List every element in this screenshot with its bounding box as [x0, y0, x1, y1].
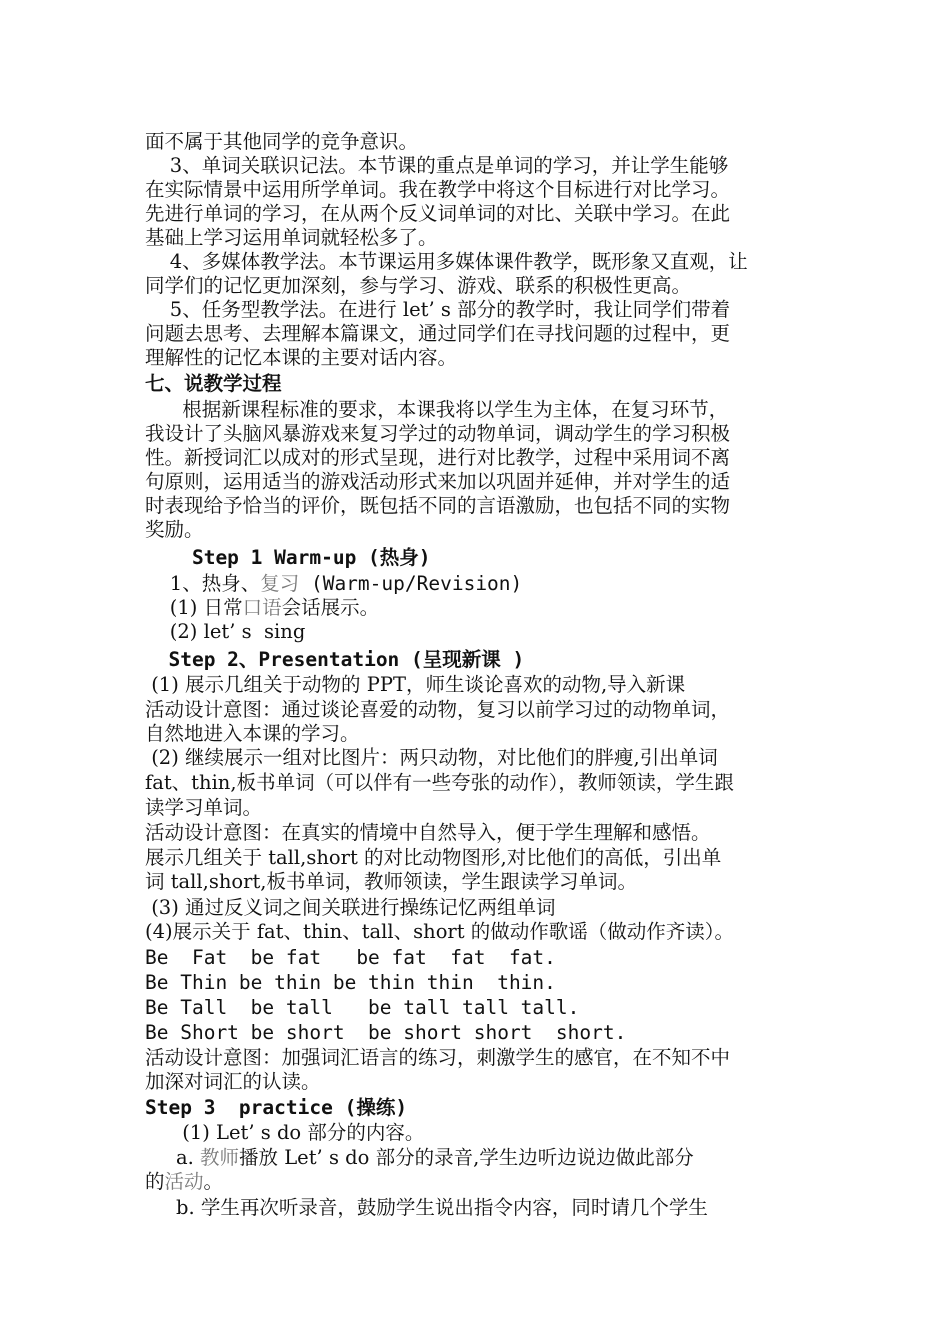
text-line: 词 tall,short,板书单词，教师领读，学生跟读学习单词。 [145, 870, 637, 893]
text-line: 基础上学习运用单词就轻松多了。 [145, 226, 438, 249]
text-line: 自然地进入本课的学习。 [145, 722, 360, 745]
step-heading: Step 2、Presentation (呈现新课 ) [145, 648, 525, 671]
text-line: (2) let’ s sing [145, 620, 306, 643]
text-line: fat、thin,板书单词（可以伴有一些夸张的动作），教师领读，学生跟 [145, 771, 734, 794]
text-line: 问题去思考、去理解本篇课文，通过同学们在寻找问题的过程中，更 [145, 322, 731, 345]
text-line: 加深对词汇的认读。 [145, 1070, 321, 1093]
chant-line: Be Thin be thin be thin thin thin. [145, 971, 556, 994]
text-line: 3、单词关联识记法。本节课的重点是单词的学习，并让学生能够 [145, 154, 729, 177]
step-heading: Step 3 practice (操练) [145, 1096, 408, 1119]
text-line: 展示几组关于 tall,short 的对比动物图形,对比他们的高低，引出单 [145, 846, 722, 869]
text-line: 活动设计意图：加强词汇语言的练习，刺激学生的感官，在不知不中 [145, 1046, 731, 1069]
step-heading: Step 1 Warm-up (热身) [145, 546, 431, 569]
text-line: (1) Let’ s do 部分的内容。 [145, 1121, 425, 1144]
chant-line: Be Fat be fat be fat fat fat. [145, 946, 556, 969]
text-line: (2) 继续展示一组对比图片：两只动物，对比他们的胖瘦,引出单词 [145, 746, 718, 769]
text-line: 时表现给予恰当的评价，既包括不同的言语激励，也包括不同的实物 [145, 494, 731, 517]
text-line: 的活动。 [145, 1170, 224, 1193]
text-line: (3) 通过反义词之间关联进行操练记忆两组单词 [145, 896, 556, 919]
text-line: 4、多媒体教学法。本节课运用多媒体课件教学，既形象又直观，让 [145, 250, 748, 273]
text-line: 读学习单词。 [145, 796, 263, 819]
text-line: b. 学生再次听录音，鼓励学生说出指令内容，同时请几个学生 [145, 1196, 708, 1219]
text-line: 1、热身、复习 (Warm-up/Revision) [145, 572, 523, 595]
text-line: (1) 日常口语会话展示。 [145, 596, 380, 619]
text-line: 根据新课程标准的要求，本课我将以学生为主体，在复习环节， [145, 398, 729, 421]
text-line: 同学们的记忆更加深刻，参与学习、游戏、联系的积极性更高。 [145, 274, 692, 297]
text-line: a. 教师播放 Let’ s do 部分的录音,学生边听边说边做此部分 [145, 1146, 694, 1169]
section-heading: 七、说教学过程 [145, 372, 282, 395]
text-line: (4)展示关于 fat、thin、tall、short 的做动作歌谣（做动作齐读）。 [145, 920, 735, 943]
text-line: 活动设计意图：在真实的情境中自然导入，便于学生理解和感悟。 [145, 821, 711, 844]
text-line: (1) 展示几组关于动物的 PPT，师生谈论喜欢的动物,导入新课 [145, 673, 686, 696]
text-line: 5、任务型教学法。在进行 let’ s 部分的教学时，我让同学们带着 [145, 298, 731, 321]
text-line: 理解性的记忆本课的主要对话内容。 [145, 346, 458, 369]
text-line: 奖励。 [145, 518, 204, 541]
text-line: 活动设计意图：通过谈论喜爱的动物，复习以前学习过的动物单词， [145, 698, 731, 721]
text-line: 先进行单词的学习，在从两个反义词单词的对比、关联中学习。在此 [145, 202, 731, 225]
text-line: 性。新授词汇以成对的形式呈现，进行对比教学，过程中采用词不离 [145, 446, 731, 469]
chant-line: Be Short be short be short short short. [145, 1021, 627, 1044]
chant-line: Be Tall be tall be tall tall tall. [145, 996, 580, 1019]
text-line: 我设计了头脑风暴游戏来复习学过的动物单词，调动学生的学习积极 [145, 422, 731, 445]
text-line: 句原则，运用适当的游戏活动形式来加以巩固并延伸，并对学生的适 [145, 470, 731, 493]
text-line: 在实际情景中运用所学单词。我在教学中将这个目标进行对比学习。 [145, 178, 731, 201]
text-line: 面不属于其他同学的竞争意识。 [145, 130, 419, 153]
